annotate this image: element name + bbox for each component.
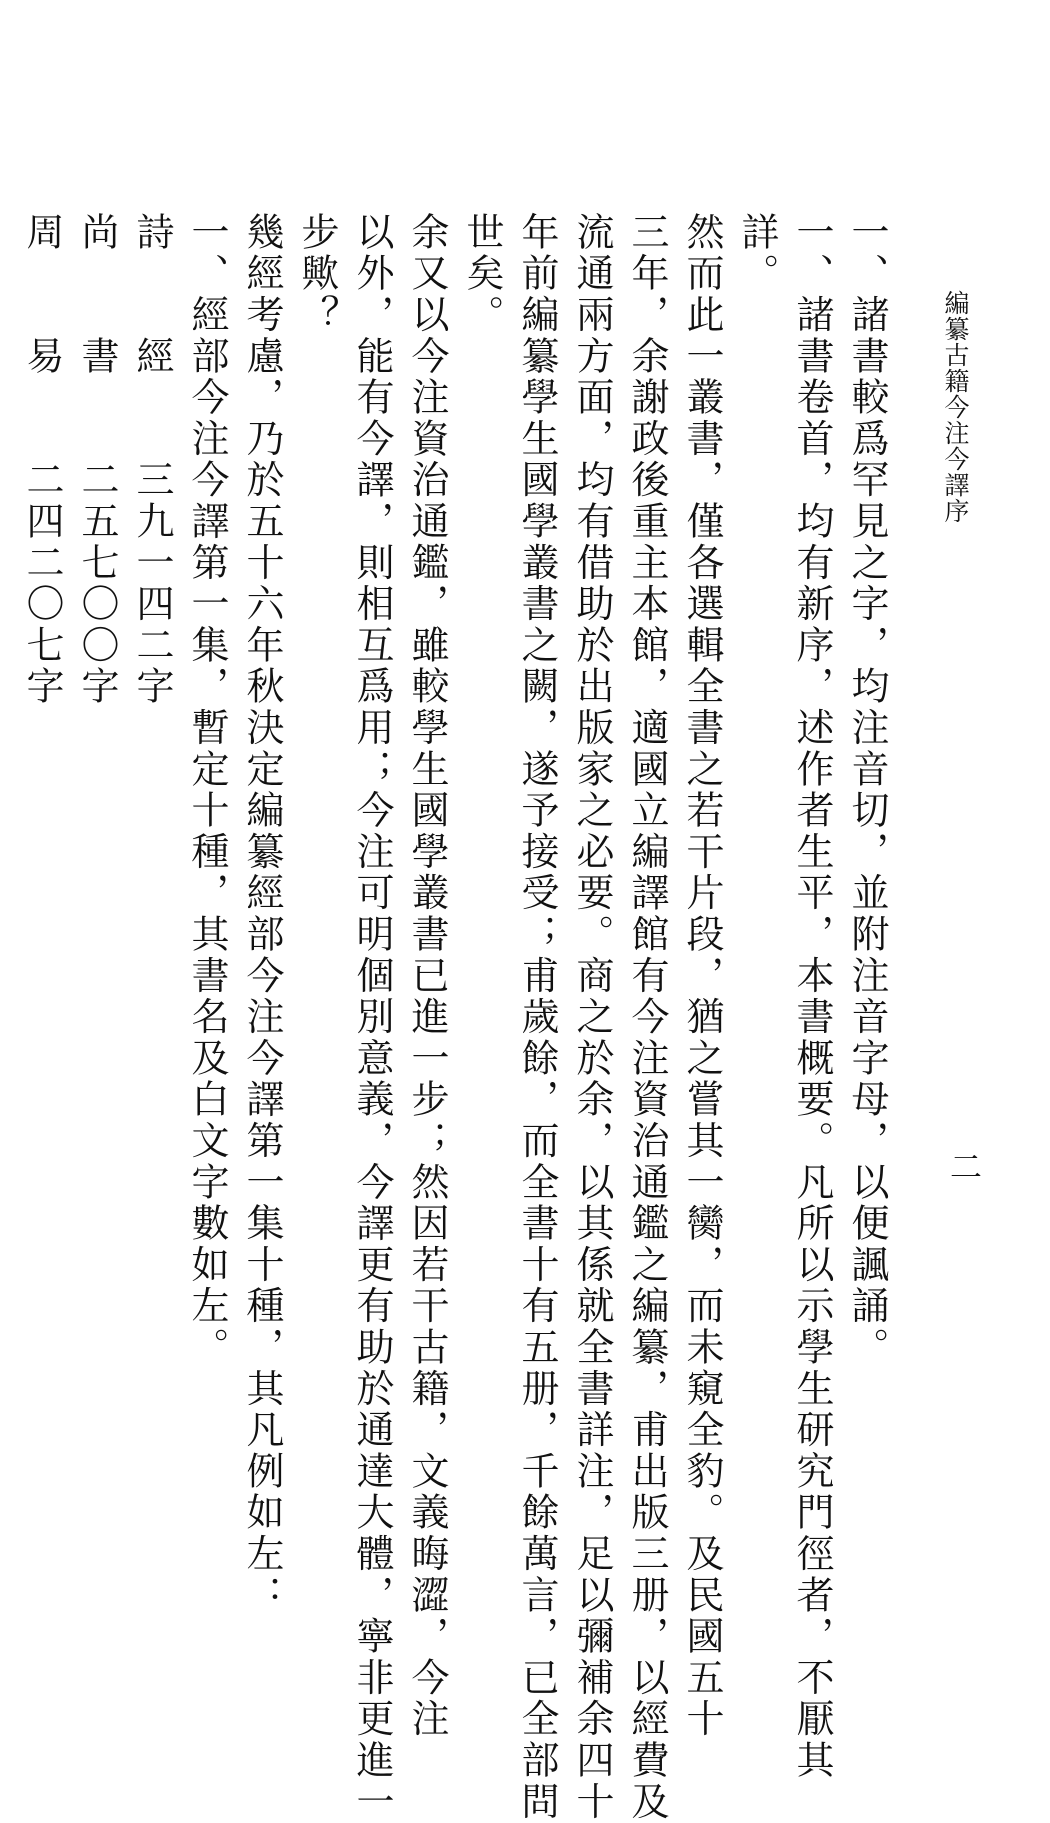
book-list-entry-1: 詩 經 三九一四二字 [130,212,174,708]
text-column-10: 以外，能有今譯，則相互爲用；今注可明個別意義，今譯更有助於通達大體，寧非更進一 [350,212,394,1823]
text-column-8: 世矣。 [460,212,504,336]
text-column-7: 年前編纂學生國學叢書之闕，遂予接受；甫歲餘，而全書十有五册，千餘萬言，已全部問 [515,212,559,1823]
text-column-2: 一、諸書卷首，均有新序，述作者生平，本書概要。凡所以示學生研究門徑者，不厭其 [790,212,834,1782]
text-column-3: 詳。 [735,212,779,295]
page-number: 二 [945,1150,983,1182]
text-column-9: 余又以今注資治通鑑，雖較學生國學叢書已進一步；然因若干古籍，文義晦澀，今注 [405,212,449,1741]
book-list-entry-3: 周 易 二四二〇七字 [20,212,64,708]
running-header-title: 編纂古籍今注今譯序 [941,290,970,524]
text-column-1: 一、諸書較爲罕見之字，均注音切，並附注音字母，以便諷誦。 [845,212,889,1369]
book-list-entry-2: 尚 書 二五七〇〇字 [75,212,119,708]
text-column-5: 三年，余謝政後重主本館，適國立編譯館有今注資治通鑑之編纂，甫出版三册，以經費及 [625,212,669,1823]
text-column-6: 流通兩方面，均有借助於出版家之必要。商之於余，以其係就全書詳注，足以彌補余四十 [570,212,614,1823]
text-column-11: 步歟？ [295,212,339,336]
text-column-12: 幾經考慮，乃於五十六年秋決定編纂經部今注今譯第一集十種，其凡例如左： [240,212,284,1617]
text-column-13: 一、經部今注今譯第一集，暫定十種，其書名及白文字數如左。 [185,212,229,1369]
text-column-4: 然而此一叢書，僅各選輯全書之若干片段，猶之嘗其一臠，而未窺全豹。及民國五十 [680,212,724,1741]
